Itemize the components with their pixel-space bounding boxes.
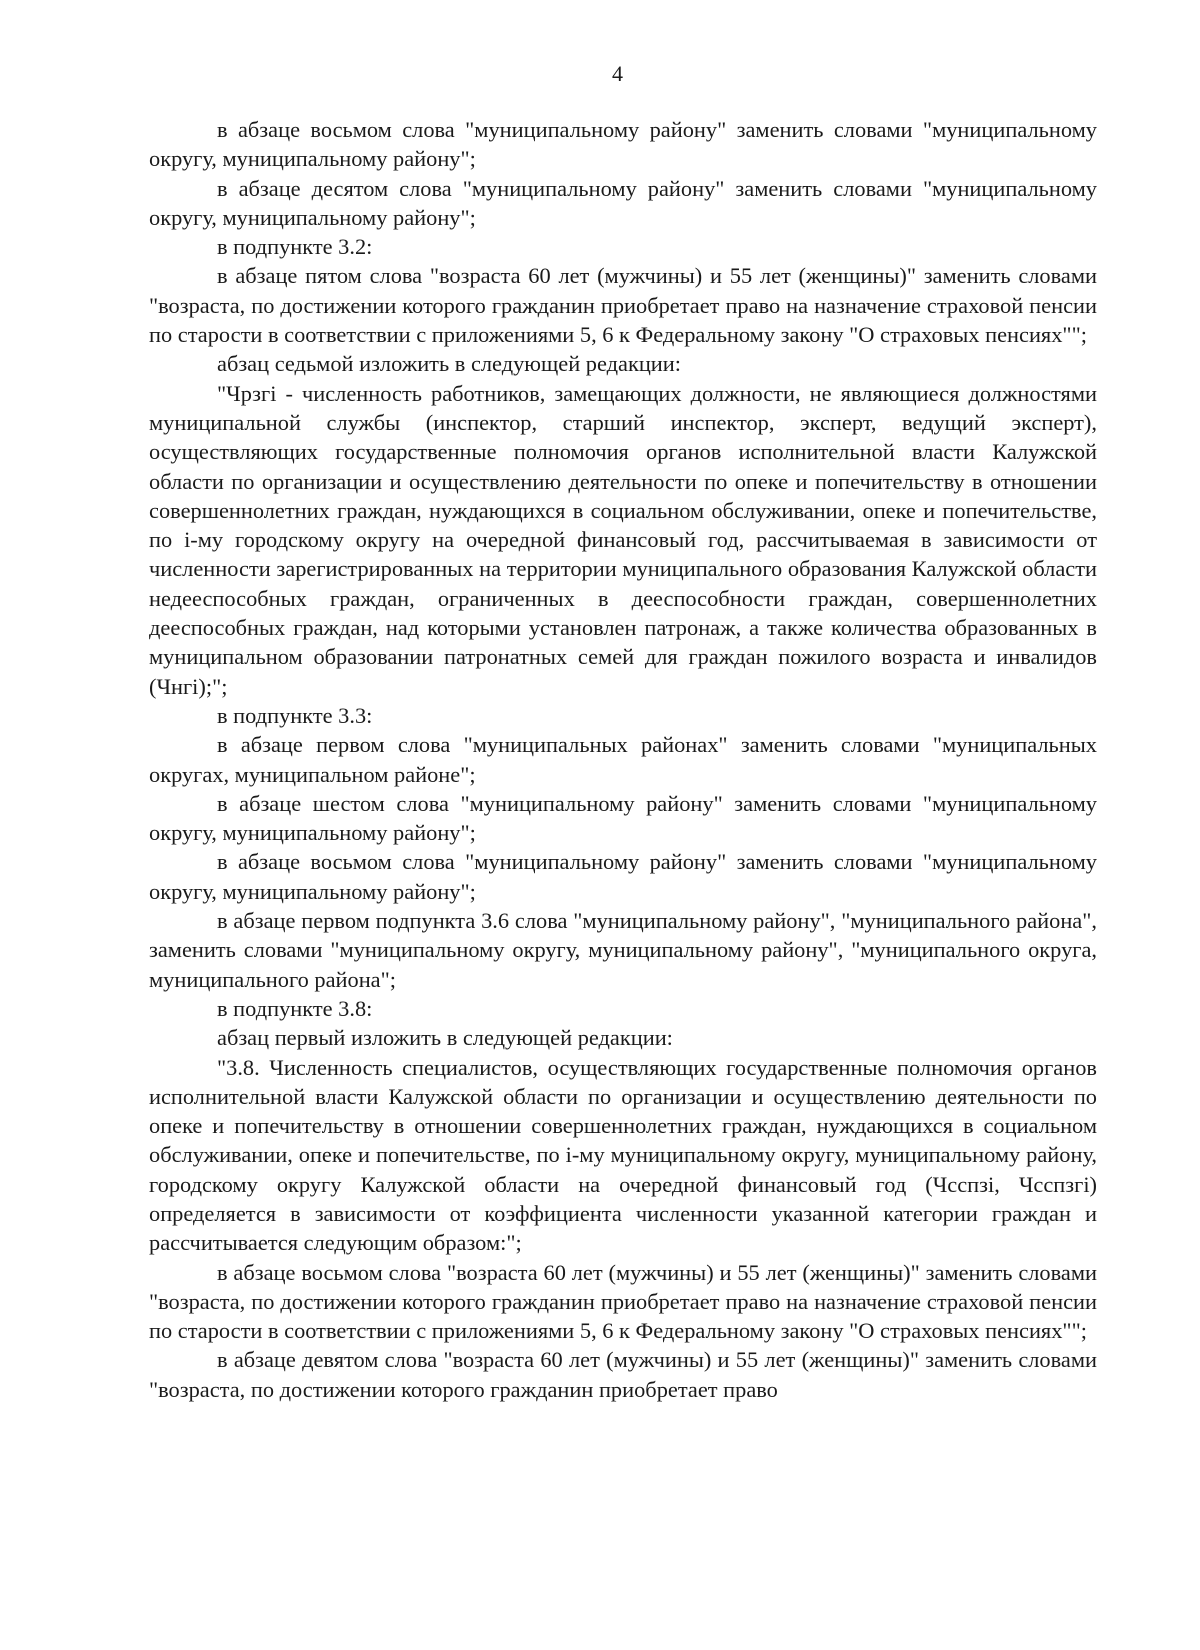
paragraph: в абзаце пятом слова "возраста 60 лет (мужчины) и 55 лет (женщины)" заменить словами "возраста, по достижении которого гражданин приобретает право на назначение страховой пенсии по старости в соответствии с приложениями 5, 6 к Федеральному закону "О страховых пенсиях""; (149, 263, 1097, 348)
page-number: 4 (612, 61, 623, 86)
paragraph: в абзаце восьмом слова "возраста 60 лет (мужчины) и 55 лет (женщины)" заменить словами "возраста, по достижении которого гражданин приобретает право на назначение страховой пенсии по старости в соответствии с приложениями 5, 6 к Федеральному закону "О страховых пенсиях""; (149, 1259, 1097, 1344)
paragraph: в абзаце девятом слова "возраста 60 лет (мужчины) и 55 лет (женщины)" заменить словами "возраста, по достижении которого гражданин приобретает право (149, 1347, 1097, 1402)
paragraph: в абзаце десятом слова "муниципальному району" заменить словами "муниципальному округу, муниципальному району"; (149, 175, 1097, 230)
paragraph: абзац первый изложить в следующей редакции: (217, 1025, 673, 1051)
document-body (149, 115, 1097, 1404)
paragraph: в абзаце шестом слова "муниципальному району" заменить словами "муниципальному округу, муниципальному району"; (149, 790, 1097, 846)
paragraph: в абзаце восьмом слова "муниципальному району" заменить словами "муниципальному округу, муниципальному району"; (149, 849, 1097, 904)
paragraph: в абзаце восьмом слова "муниципальному району" заменить словами "муниципальному округу, муниципальному району"; (149, 117, 1097, 172)
paragraph: в подпункте 3.8: (217, 995, 373, 1021)
paragraph: "Чрзгi - численность работников, замещающих должности, не являющиеся должностями муниципальной службы (инспектор, старший инспектор, эксперт, ведущий эксперт), осуществляющих государственные полномочия органов исполнительной власти Калужской области по организации и осуществлению деятельности по опеке и попечительству в отношении совершеннолетних граждан, нуждающихся в социальном обслуживании, опеке и попечительстве, по i-му городскому округу на очередной финансовый год, рассчитываемая в зависимости от численности зарегистрированных на территории муниципального образования Калужской области недееспособных граждан, ограниченных в дееспособности граждан, совершеннолетних дееспособных граждан, над которыми установлен патронаж, а также количества образованных в муниципальном образовании патронатных семей для граждан пожилого возраста и инвалидов (Чнгi);"; (149, 380, 1097, 699)
paragraph: в подпункте 3.3: (217, 702, 373, 728)
paragraph: в подпункте 3.2: (217, 234, 373, 260)
paragraph: "3.8. Численность специалистов, осуществляющих государственные полномочия органов исполнительной власти Калужской области по организации и осуществлению деятельности по опеке и попечительству в отношении совершеннолетних граждан, нуждающихся в социальном обслуживании, опеке и попечительстве, по i-му муниципальному округу, муниципальному району, городскому округу Калужской области на очередной финансовый год (Чсспзi, Чсспзгi) определяется в зависимости от коэффициента численности указанной категории граждан и рассчитывается следующим образом:"; (149, 1054, 1097, 1256)
paragraph: в абзаце первом слова "муниципальных районах" заменить словами "муниципальных округах, муниципальном районе"; (149, 732, 1097, 787)
paragraph: абзац седьмой изложить в следующей редакции: (217, 351, 681, 377)
paragraph: в абзаце первом подпункта 3.6 слова "муниципальному району", "муниципального района", заменить словами "муниципальному округу, муниципальному району", "муниципального округа, муниципального района"; (149, 908, 1097, 992)
